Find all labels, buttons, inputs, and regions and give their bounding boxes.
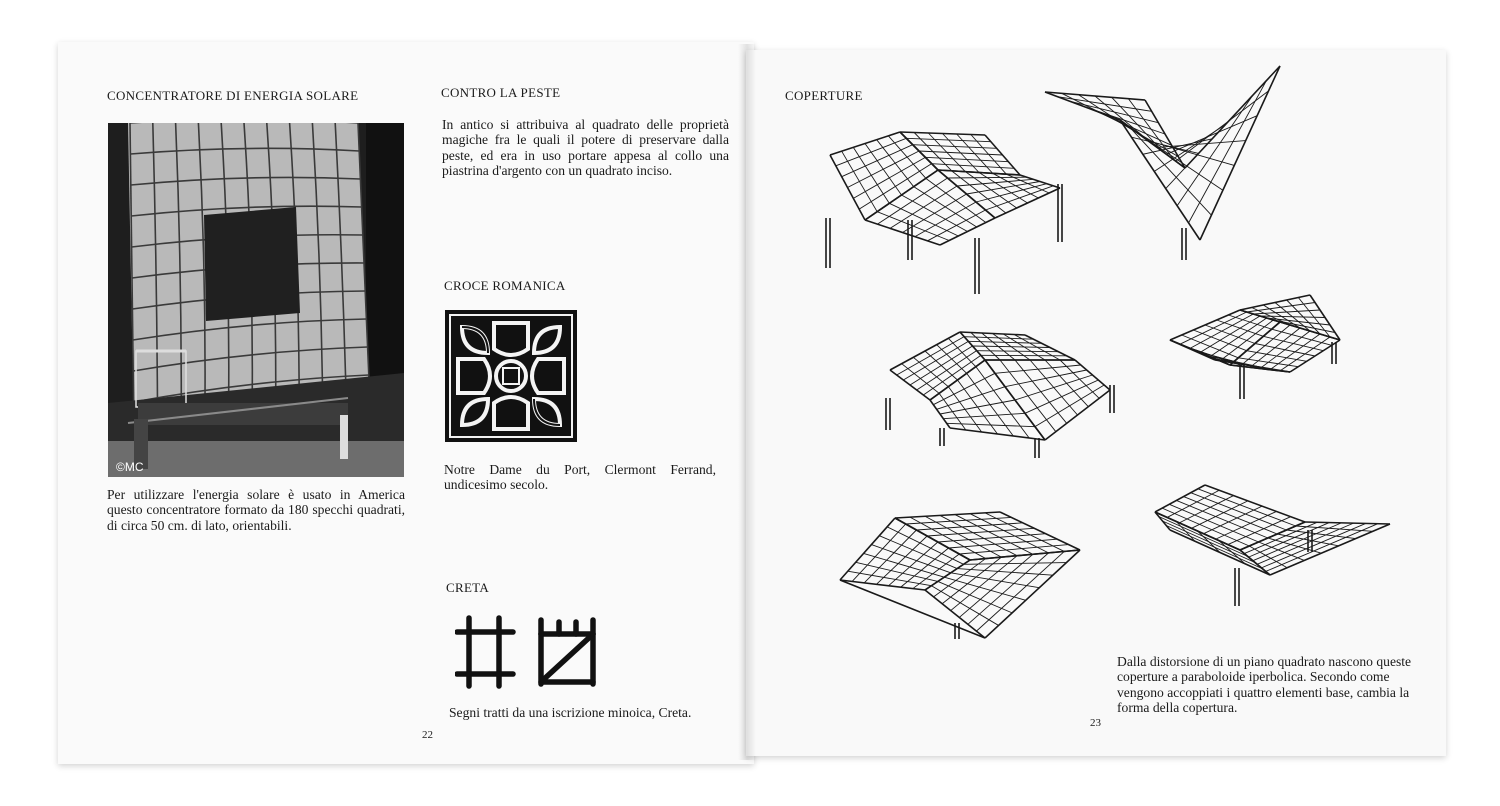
minoan-grid-sign <box>457 618 513 686</box>
photo-mark: ©MC <box>116 460 144 474</box>
plague-text: In antico si attribuiva al quadrato delle proprietà magiche fra le quali il potere di preservare dalla peste, ed era in uso portare appesa al collo una piastrina d'argento con un quadrato inciso. <box>442 117 729 179</box>
minoan-framed-sign <box>541 620 593 684</box>
crete-title: CRETA <box>446 580 490 595</box>
solar-caption: Per utilizzare l'energia solare è usato in America questo concentratore formato da 180 specchi quadrati, di circa 50 cm. di lato, orientabili. <box>107 487 405 533</box>
roofs-title: COPERTURE <box>785 88 863 103</box>
solar-concentrator-photo <box>108 123 404 477</box>
crete-caption: Segni tratti da una iscrizione minoica, Creta. <box>449 705 692 720</box>
solar-title: CONCENTRATORE DI ENERGIA SOLARE <box>107 88 359 103</box>
romanesque-cross-figure <box>444 309 578 443</box>
minoan-signs <box>455 612 605 692</box>
page-number-left: 22 <box>422 729 433 741</box>
hyperbolic-paraboloid-roofs-figure <box>820 60 1420 650</box>
book-gutter <box>738 44 756 760</box>
cross-caption: Notre Dame du Port, Clermont Ferrand, undicesimo secolo. <box>444 462 716 493</box>
cross-title: CROCE ROMANICA <box>444 278 566 293</box>
roofs-caption: Dalla distorsione di un piano quadrato nascono queste coperture a paraboloide iperbolica. Secondo come vengono accoppiati i quattro elementi base, cambia la forma della copertura. <box>1117 654 1412 716</box>
plague-title: CONTRO LA PESTE <box>441 85 561 100</box>
page-number-right: 23 <box>1090 717 1101 729</box>
